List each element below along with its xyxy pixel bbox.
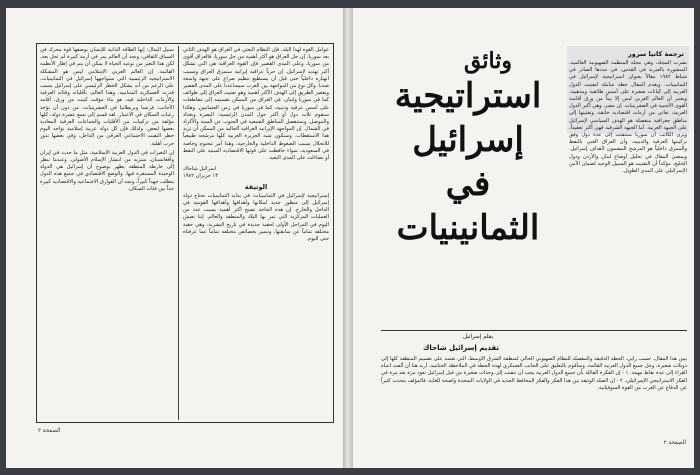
book-spine [343, 8, 353, 468]
right-page [353, 8, 694, 468]
intro-by-label: بقلم إسرائيل [463, 334, 494, 340]
article-text: إستراتيجية لإسرائيل في الثمانينيات: في بداية الثمانينيات تحتاج دولة إسرائيل إلى منظور جديد لمكانها وأهدافها وأهدافها القومية في الداخل والخارج. إن هذه الحاجة تصبح أكثر أهمية بسبب عدد من العمليات المركزية التي تمر بها البلاد والمنطقة والعالم. إننا نعيش اليوم في المراحل الأولى لحقبة جديدة في تاريخ البشرية، وهي حقبة مختلفة تماماً عن سابقتها، وتتميز بخصائص مختلفة تماماً عما عرفناه حتى اليوم. [183, 192, 329, 243]
article-text: إن التغيرات في الدول العربية الإسلامية، مثل ما حدث في إيران وأفغانستان، ستزيد من انتشار الإسلام الأصولي. وعندما ننظر إلى خارطة المنطقة يظهر بوضوح أن إسرائيل هي الدولة الوحيدة المستقرة فيها. والوضع الاقتصادي في جميع هذه الدول يتطلب جهداً كبيراً، ونجد أن الفوارق الاجتماعية والاقتصادية كبيرة جداً بين فئات السكان. [40, 149, 174, 192]
left-page-left-column [40, 47, 174, 419]
article-text: سبيل المثال: إنها الطاقة الذاتية للإنسان بوصفها قوة محرك في السياق الثقافي، ونجد أن العالم يمر في أزمة كبيرة لم تحل بعد، لكن هذا التغير من نوعية الحياة لا يمكن أن يتم في إطار الأنظمة القائمة. إن العالم العربي الإسلامي ليس هو المشكلة الاستراتيجية الرئيسية التي ستواجهها إسرائيل في الثمانينيات، على الرغم من أنه يشكل الخطر الرئيسي على إسرائيل بسبب قدرته العسكرية المتنامية. وهذا العالم، بأقلياته وفئاته العرقية والأزمات الداخلية فيه، هو بناء مؤقت كبيت من ورق، أقامه الأجانب: فرنسا وبريطانيا في العشرينيات، من دون أن تؤخذ رغبات السكان في الاعتبار. لقد قسم إلى تسع عشرة دولة، كلها مؤلفة من تركيبات من الأقليات والجماعات العرقية المعادية بعضها لبعض. ولذلك فإن كل دولة عربية إسلامية تواجه اليوم خطر التفتت الاجتماعي العرقي من الداخل، وفي بعضها تدور حرب أهلية. [40, 47, 174, 147]
left-page-column-divider [178, 46, 179, 420]
page-number: الصفحة ٣ [38, 428, 61, 434]
title-line-strategy: استراتيجية [394, 76, 542, 116]
article-text: يبين هذا المقال، حسب رأيي، الخطة الدقيقة والمفصلة للنظام الصهيوني الحالي لمنطقة الشرق الأوسط، التي تعتمد على تقسيم المنطقة كلها إلى دويلات صغيرة، وحل جميع الدول العربية القائمة. وسأقوم بالتعليق على الجانب العسكري لهذه الخطة في الملاحظة الختامية. أريد هنا أن ألفت انتباه القراء إلى عدة نقاط مهمة. ١ - إن الفكرة القائلة بأن جميع الدول العربية يجب أن تتفتت إلى وحدات صغيرة من قبل إسرائيل تعود مرة بعد مرة في الفكر الاستراتيجي الإسرائيلي. ٢ - إن الصلة الوثيقة بين هذا الفكر والفكر المحافظ الجديد في الولايات المتحدة واضحة للغاية، فالمؤلف يتحدث كثيراً عن الدفاع عن الغرب من القوة السوفياتية. [381, 356, 687, 391]
left-page-right-column [183, 47, 329, 419]
title-word-documents: وثائق [464, 48, 512, 74]
title-line-israel: إسرائيل [412, 120, 524, 160]
left-page [6, 8, 343, 468]
article-title [383, 48, 553, 318]
section-divider [381, 330, 687, 331]
article-text: عوامل القوة لهذا البلد، فإن النظام البعثي في العراق هو الهدف الثاني بعد سوريا. إن حل العراق هو أكثر أهمية من حل سوريا، فالعراق أقوى من سوريا، وعلى المدى القصير فإن القوة العراقية هي التي تشكل أكبر تهديد لإسرائيل. إن حرباً عراقية إيرانية ستمزق العراق وتسبب انهياره داخلياً حتى قبل أن يستطيع تنظيم صراع على جبهة واسعة ضدنا. وكل نوع من المواجهة بين العرب سيساعدنا على المدى القصير ويقصر الطريق إلى الهدف الأكثر أهمية وهو تفتيت العراق إلى طوائف كما في سوريا ولبنان. في العراق من الممكن تقسيمه إلى مقاطعات على أسس عرقية ودينية، كما في سوريا في زمن العثمانيين. وهكذا ستقوم ثلاث دول أو أكثر حول المدن الرئيسية: البصرة وبغداد والموصل، وستنفصل المناطق الشيعية في الجنوب عن السنة والأكراد في الشمال. إن المواجهة الإيرانية العراقية الحالية من الممكن أن تزيد هذا الاستقطاب. وستكون شبه الجزيرة العربية كلها مرشحة طبيعياً للانحلال بسبب الضغوط الداخلية والخارجية، وهذا أمر محتوم وخاصة في السعودية، سواء حافظت على قوتها الاقتصادية المبنية على النفط أو تضاءلت على المدى البعيد. [183, 47, 329, 162]
translator-credit: ترجمة كاتيا سرور [628, 50, 684, 58]
intro-byline: تقديم إسرائيل شاحاك [423, 344, 500, 352]
section-heading: الوثيقة [244, 182, 268, 191]
page-number: الصفحة ٢ [663, 440, 686, 446]
signature-block [183, 166, 329, 180]
right-page-column-top [569, 60, 687, 328]
article-text: نشرت المجلة، وهي مجلة المنظمة الصهيونية العالمية، المنشورة بالعبرية في القدس، في عددها الصادر في شباط ١٩٨٢ مقالاً بعنوان استراتيجية لإسرائيل في الثمانينيات. ويقدم المقال خطة شاملة لتفتيت الدول العربية إلى كيانات صغيرة على أسس طائفية ومذهبية، ويعتبر أن العالم العربي ليس إلا بيتاً من ورق أقامته القوى الأجنبية في العشرينيات. إن مصر، وهي أكبر الدول العربية، تعاني من أزمات اقتصادية خانقة، وتفتيتها إلى مناطق جغرافية منفصلة هو الهدف السياسي لإسرائيل على الجبهة الغربية. أما الجبهة الشرقية فهي أكثر تعقيداً، ويرى الكاتب أن سوريا ستتفتت إلى عدة دول وفق تركيبتها العرقية والدينية، وأن العراق الغني بالنفط والممزق داخلياً هو المرشح المضمون لأهداف إسرائيل. ويمضي المقال في تحليل أوضاع لبنان والأردن ودول الخليج، مؤكداً أن التفتيت هو السبيل الوحيد لضمان الأمن الإسرائيلي على المدى الطويل. [569, 60, 687, 175]
signature-date: ١٣ حزيران ١٩٨٢ [183, 173, 219, 180]
title-line-in: في [445, 164, 491, 204]
right-page-column-bottom [381, 356, 687, 430]
title-line-eighties: الثمانينيات [396, 208, 540, 248]
signature-name: اسرائيل شاحاك [183, 166, 217, 173]
